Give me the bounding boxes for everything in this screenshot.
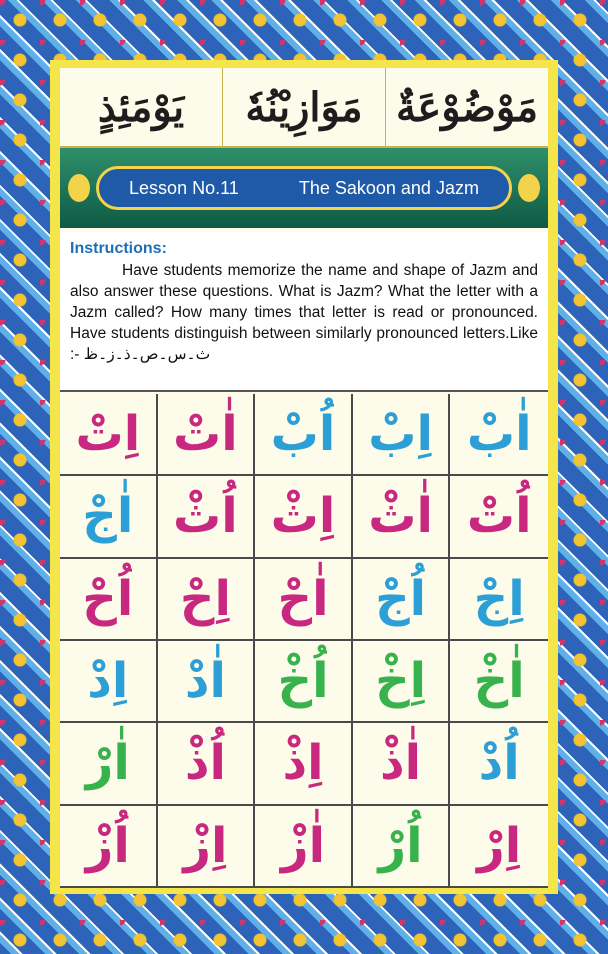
letter-cell: اُتْ <box>450 476 548 558</box>
right-ornament-icon <box>518 174 540 202</box>
letter-cell: اِثْ <box>255 476 353 558</box>
letter-cell: اِخْ <box>353 641 451 723</box>
letter-grid <box>60 394 548 888</box>
lesson-number: Lesson No.11 <box>129 177 239 198</box>
letter-cell: اٰثْ <box>353 476 451 558</box>
lesson-banner <box>60 148 548 228</box>
letter-cell: اِزْ <box>158 806 256 888</box>
letter-cell: اِذْ <box>255 723 353 805</box>
letter-cell: اُدْ <box>450 723 548 805</box>
letter-cell: اُخْ <box>255 641 353 723</box>
letter-cell: اٰتْ <box>158 394 256 476</box>
letter-cell: اِدْ <box>60 641 158 723</box>
header-word: مَوَازِيْنُهٗ <box>222 68 385 146</box>
lesson-plate <box>96 166 512 210</box>
letter-cell: اٰدْ <box>158 641 256 723</box>
letter-cell: اٰذْ <box>353 723 451 805</box>
left-ornament-icon <box>68 174 90 202</box>
instructions-title: Instructions: <box>70 240 167 257</box>
letter-cell: اِحْ <box>158 559 256 641</box>
letter-cell: اُذْ <box>158 723 256 805</box>
letter-cell: اُثْ <box>158 476 256 558</box>
letter-cell: اِرْ <box>450 806 548 888</box>
letter-cell: اٰبْ <box>450 394 548 476</box>
instructions-box <box>60 232 548 392</box>
letter-cell: اِجْ <box>450 559 548 641</box>
letter-cell: اُجْ <box>353 559 451 641</box>
header-words <box>60 68 548 148</box>
lesson-title: The Sakoon and Jazm <box>298 177 479 198</box>
header-word: يَوْمَئِذٍ <box>97 83 185 131</box>
letter-cell: اُبْ <box>255 394 353 476</box>
letter-cell: اِبْ <box>353 394 451 476</box>
letter-cell: اُرْ <box>353 806 451 888</box>
letter-cell: اٰزْ <box>255 806 353 888</box>
letter-cell: اٰجْ <box>60 476 158 558</box>
letter-cell: اُحْ <box>60 559 158 641</box>
instructions-text: Have students memorize the name and shape of Jazm and also answer these questions. What is Jazm? What the letter with a Jazm called? How many times that letter is read or pronounced. Have students distinguish between similarly pronounced letters.Like :- ث۔س۔ص۔ذ۔ز۔ظ <box>70 262 538 363</box>
letter-cell: اٰرْ <box>60 723 158 805</box>
lesson-page <box>60 68 548 888</box>
letter-cell: اٰخْ <box>450 641 548 723</box>
letter-cell: اٰحْ <box>255 559 353 641</box>
letter-cell: اِتْ <box>60 394 158 476</box>
letter-cell: اُزْ <box>60 806 158 888</box>
header-word: مَوْضُوْعَةٌ <box>385 68 548 146</box>
